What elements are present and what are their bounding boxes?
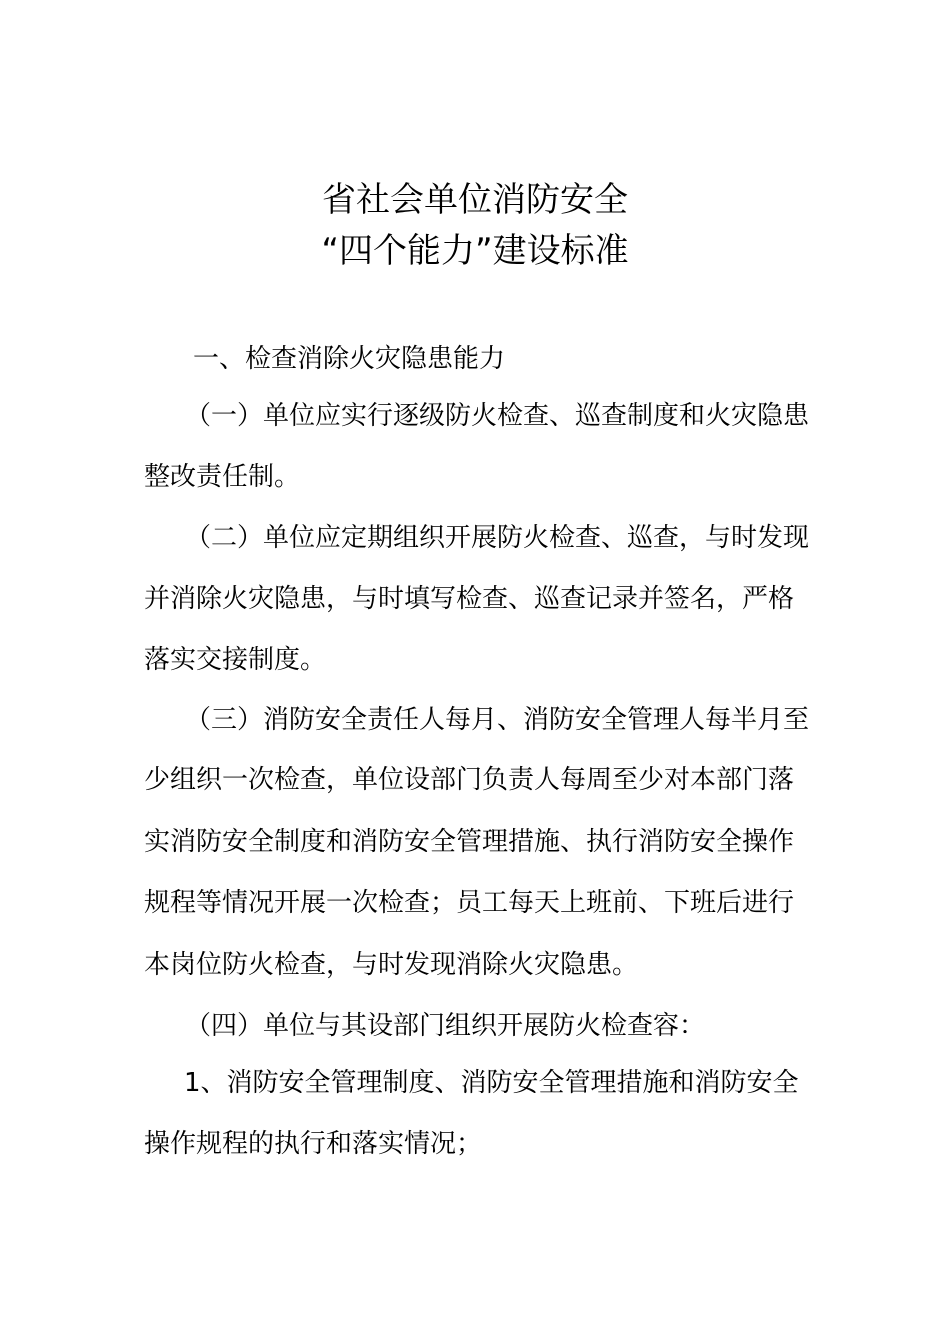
list-item-line: 1、消防安全管理制度、消防安全管理措施和消防安全	[184, 1068, 799, 1098]
paragraph-line: 少组织一次检查，单位设部门负责人每周至少对本部门落	[144, 765, 795, 795]
section-heading: 一、检查消除火灾隐患能力	[193, 344, 506, 374]
paragraph-line: （三）消防安全责任人每月、消防安全管理人每半月至	[185, 705, 810, 735]
paragraph-line: 落实交接制度。	[144, 645, 327, 675]
paragraph-line: （二）单位应定期组织开展防火检查、巡查，与时发现	[185, 523, 810, 553]
paragraph-line: 本岗位防火检查，与时发现消除火灾隐患。	[144, 950, 639, 980]
paragraph-line: （一）单位应实行逐级防火检查、巡查制度和火灾隐患	[185, 401, 810, 431]
paragraph-line: 整改责任制。	[144, 462, 301, 492]
document-title-line-2: “四个能力”建设标准	[321, 231, 629, 271]
paragraph-line: （四）单位与其设部门组织开展防火检查容：	[185, 1011, 706, 1041]
paragraph-line: 规程等情况开展一次检查；员工每天上班前、下班后进行	[144, 888, 795, 918]
paragraph-line: 实消防安全制度和消防安全管理措施、执行消防安全操作	[144, 827, 795, 857]
list-item-line: 操作规程的执行和落实情况；	[144, 1129, 483, 1159]
paragraph-line: 并消除火灾隐患，与时填写检查、巡查记录并签名，严格	[144, 584, 795, 614]
document-title-line-1: 省社会单位消防安全	[322, 180, 628, 220]
